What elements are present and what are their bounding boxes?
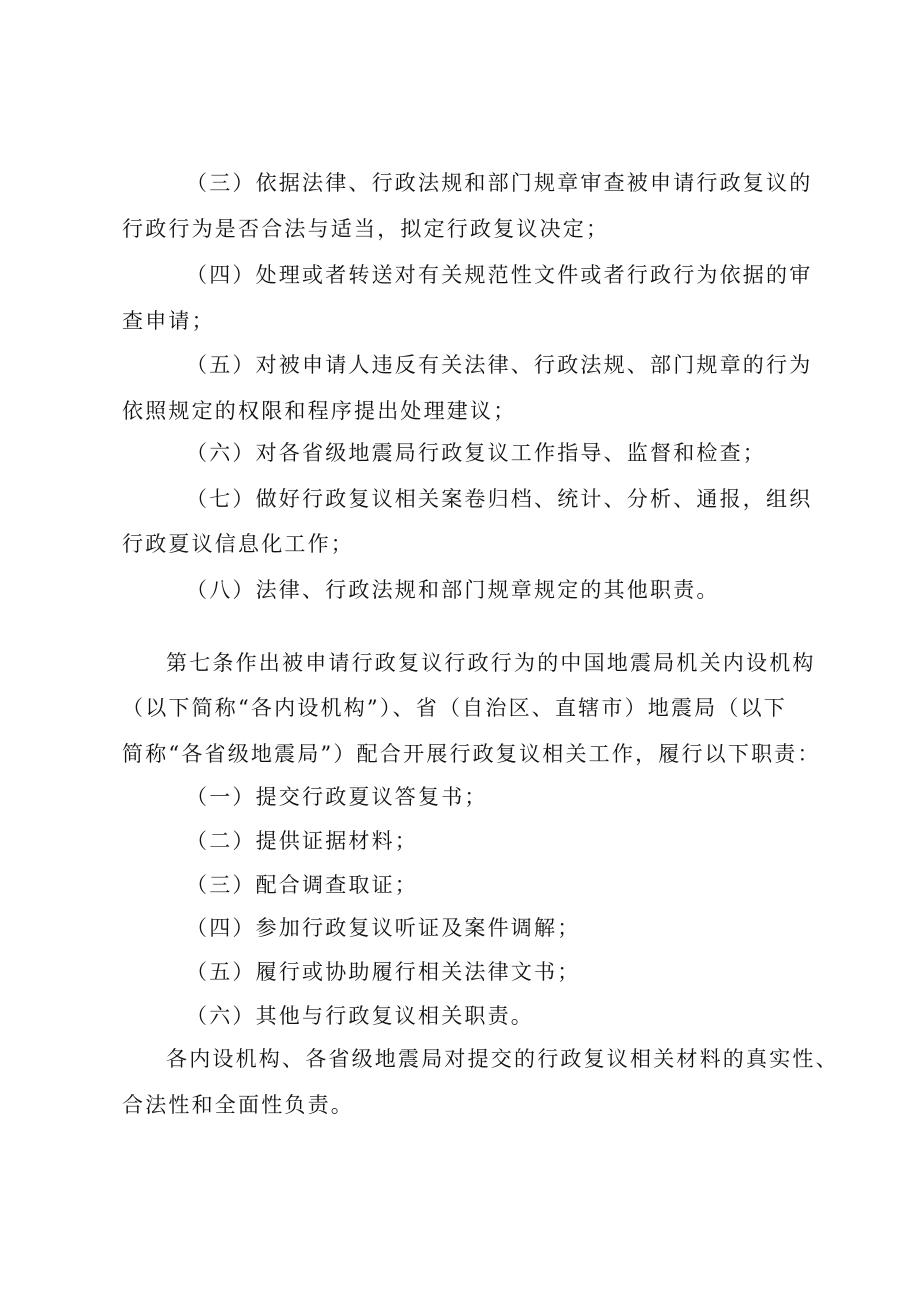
article-7-line-2: （以下简称“各内设机构”）、省（自治区、直辖市）地震局（以下 xyxy=(122,696,787,720)
duty-item: （二）提供证据材料； xyxy=(186,829,418,853)
duty-item: （三）配合调查取证； xyxy=(186,873,418,897)
paragraph-5-line-1: （五）对被申请人违反有关法律、行政法规、部门规章的行为 xyxy=(186,353,813,377)
paragraph-8-line-1: （八）法律、行政法规和部门规章规定的其他职责。 xyxy=(186,578,720,602)
paragraph-4-line-2: 查申请； xyxy=(122,309,215,333)
article-7-line-3: 简称“各省级地震局”）配合开展行政复议相关工作，履行以下职责： xyxy=(122,742,821,766)
duty-item: （五）履行或协助履行相关法律文书； xyxy=(186,960,581,984)
paragraph-3-line-1: （三）依据法律、行政法规和部门规章审查被申请行政复议的 xyxy=(186,171,813,195)
paragraph-3-line-2: 行政行为是否合法与适当，拟定行政复议决定； xyxy=(122,217,610,241)
paragraph-7-line-1: （七）做好行政复议相关案卷归档、统计、分析、通报，组织 xyxy=(186,487,813,511)
paragraph-5-line-2: 依照规定的权限和程序提出处理建议； xyxy=(122,399,517,423)
closing-line-2: 合法性和全面性负责。 xyxy=(122,1093,354,1117)
duty-item: （一）提交行政夏议答复书； xyxy=(186,785,488,809)
duty-item: （四）参加行政复议听证及案件调解； xyxy=(186,916,581,940)
article-7-line-1: 第七条作出被申请行政复议行政行为的中国地震局机关内设机构 xyxy=(166,651,816,675)
paragraph-6-line-1: （六）对各省级地震局行政复议工作指导、监督和检查； xyxy=(186,441,766,465)
closing-line-1: 各内设机构、各省级地震局对提交的行政复议相关材料的真实性、 xyxy=(166,1047,839,1071)
duty-item: （六）其他与行政复议相关职责。 xyxy=(186,1004,534,1028)
paragraph-4-line-1: （四）处理或者转送对有关规范性文件或者行政行为依据的审 xyxy=(186,263,813,287)
paragraph-7-line-2: 行政夏议信息化工作； xyxy=(122,532,354,556)
